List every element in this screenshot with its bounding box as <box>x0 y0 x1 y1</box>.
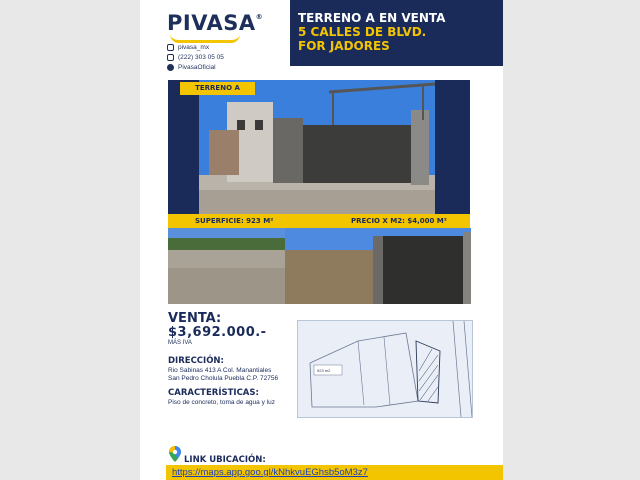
map-pin-icon <box>169 446 181 462</box>
location-link[interactable]: https://maps.app.goo.gl/kNhkvuEGhsb5oM3z7 <box>172 467 368 478</box>
address-text <box>168 367 298 383</box>
site-plan <box>297 320 473 418</box>
address-line-1: Rio Sabinas 413 A Col. Manantiales <box>168 367 272 374</box>
flyer-sheet <box>140 0 503 480</box>
address-title: DIRECCIÓN: <box>168 356 224 366</box>
instagram-contact <box>167 44 209 51</box>
right-accent-panel <box>435 80 470 214</box>
property-photo-2 <box>168 228 285 304</box>
facebook-icon <box>167 64 174 71</box>
address-line-2: San Pedro Cholula Puebla C.P. 72756 <box>168 375 279 382</box>
header-subtitle-1: 5 CALLES DE BLVD. <box>298 25 427 39</box>
logo-swoosh <box>170 34 240 43</box>
phone-contact <box>167 54 224 61</box>
header-banner <box>290 0 503 66</box>
facebook-handle: PivasaOficial <box>178 64 216 71</box>
sale-price: $3,692.000.- <box>168 325 267 340</box>
facebook-contact <box>167 64 216 71</box>
instagram-icon <box>167 44 174 51</box>
tax-note: MÁS IVA <box>168 340 192 346</box>
features-text: Piso de concreto, toma de agua y luz <box>168 399 275 406</box>
header-subtitle-2: FOR JADORES <box>298 39 390 53</box>
sale-label: VENTA: <box>168 311 222 326</box>
phone-icon <box>167 54 174 61</box>
property-photo-3 <box>285 228 471 304</box>
main-property-photo <box>199 80 435 214</box>
brand-logo: PIVASA® <box>167 11 264 35</box>
header-title: TERRENO A EN VENTA <box>298 11 446 25</box>
plan-area-label: 923 m2 <box>317 368 331 373</box>
surface-spec: SUPERFICIE: 923 M² <box>195 217 274 225</box>
specs-bar <box>168 214 470 228</box>
phone-number: (222) 303 05 05 <box>178 54 224 61</box>
left-accent-panel <box>168 80 199 214</box>
features-title: CARACTERÍSTICAS: <box>168 388 259 398</box>
photo-label: TERRENO A <box>180 82 255 95</box>
instagram-handle: pivasa_mx <box>178 44 210 51</box>
location-title: LINK UBICACIÓN: <box>184 455 266 465</box>
price-per-m2-spec: PRECIO X M2: $4,000 M² <box>351 217 447 225</box>
